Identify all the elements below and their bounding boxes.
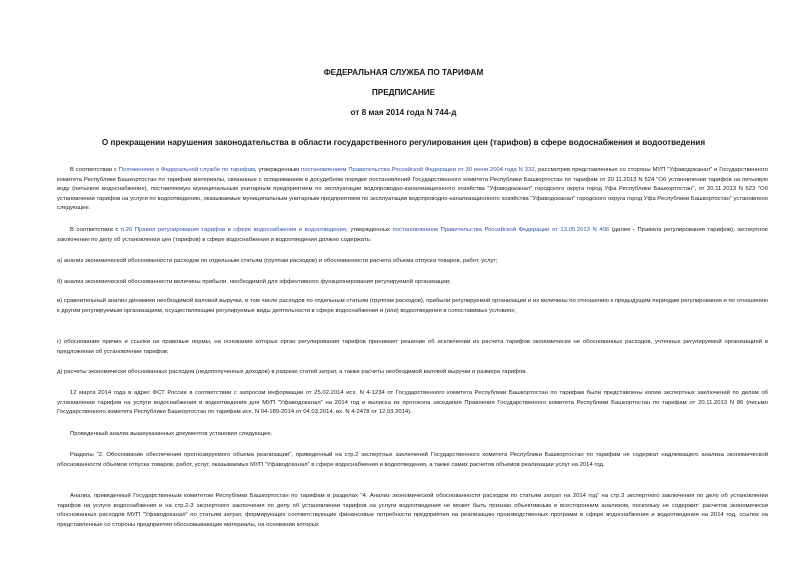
list-item-d: д) расчеты экономически обоснованных расходов (недополученных доходов) в разрезе статей затрат, а также расчеты необходимой валовой выручки и размера тарифов. <box>57 369 528 375</box>
paragraph-4: Проведенный анализ вышеуказанных документов установил следующее. <box>70 431 273 437</box>
paragraph-3: 12 марта 2014 года в адрес ФСТ России в соответствии с запросом информации от 25.02.2014 исх. N 4-1234 от Государственного комитета Республики Башкортостан по тарифам были представлены копии экспертных заключений по делам об установлении тарифов на услуги водоснабжения и водоотведения для МУП "Уфаводоканал" на 2014 год и выписка из протокола заседания Правления Государственного комитета Республики Башкортостан по тарифам от 20.11.2013 N 86 (письмо Государственного комитета Республики Башкортостан по тарифам исх. N 04-189-2014 от 04.03.2014, вх. N 4-2478 от 12.03.2014). <box>57 390 768 416</box>
paragraph-6: Анализ, приведенный Государственным комитетом Республики Башкортостан по тарифам в разделах "4. Анализ экономической обоснованности расходов по статьям затрат на 2014 год" на стр.3 экспертного заключения по делу об установлении тарифов на услуги водоснабжения и на стр.2-3 экспертного заключения по делу об установлении тарифов на услуги водоотведения не может быть признан объективным и всесторонним анализом, поскольку не содержит: расчетов экономически обоснованных расходов МУП "Уфаводоканал" по статьям затрат, формирующих соответствующие финансовые потребности предприятия на реализацию производственных программ в сфере водоснабжения и водоотведения на 2014 год, ссылок на представленные со стороны предприятия обосновывающие материалы, на основании которых <box>57 493 768 528</box>
paragraph-2 <box>57 226 768 245</box>
link-government-resolution-406[interactable]: постановлением Правительства Российской Федерации от 13.05.2013 N 406 <box>392 227 610 233</box>
document-date-number: от 8 мая 2014 года N 744-д <box>350 108 457 117</box>
agency-heading: ФЕДЕРАЛЬНАЯ СЛУЖБА ПО ТАРИФАМ <box>323 68 484 77</box>
link-fst-regulation[interactable]: Положением о Федеральной службе по тарифам <box>118 167 255 173</box>
document-type-heading: ПРЕДПИСАНИЕ <box>371 88 436 97</box>
paragraph-1 <box>57 166 768 214</box>
p2-text-1: В соответствии с <box>70 227 121 233</box>
list-item-g: г) обоснование причин и ссылки на правовые нормы, на основании которых орган регулирования тарифов принимает решение об исключении из расчета тарифов экономически не обоснованных расходов, учтенных регулируемой организацией в предложении об установлении тарифов; <box>57 339 768 355</box>
p1-text-2: , утвержденным <box>254 167 302 173</box>
list-item-a: а) анализ экономической обоснованности расходов по отдельным статьям (группам расходов) и обоснованности расчета объема отпуска товаров, работ, услуг; <box>57 258 498 264</box>
list-item-v: в) сравнительный анализ динамики необходимой валовой выручки, в том числе расходов по отдельным статьям (группам расходов), прибыли регулируемой организации и их величины по отношению к предыдущим периодам регулирования и по отношению к другим регулируемым организациям, осуществляющим регулируемые виды деятельности в сфере водоснабжения и (или) водоотведения в сопоставимых условиях; <box>57 298 768 314</box>
link-tariff-rules-p26[interactable]: п.26 Правил регулирования тарифов в сфере водоснабжения и водоотведения <box>120 227 347 233</box>
document-title: О прекращении нарушения законодательства в области государственного регулирования цен (тарифов) в сфере водоснабжения и водоотведения <box>101 138 706 147</box>
paragraph-5: Разделы "2. Обоснование обеспечения прогнозируемого объема реализации", приведенный на стр.2 экспертных заключений Государственного комитета Республики Башкортостан по тарифам не содержат надлежащего анализа экономической обоснованности объемов отпуска товаров, работ, услуг, оказываемых МУП "Уфаводоканал" в сфере водоснабжения и водоотведения, а также самих расчетов объемов реализации услуг на 2014 год. <box>57 452 768 468</box>
p2-text-2: , утвержденных <box>346 227 393 233</box>
p2-text-3: (далее - Правила регулирования тарифов), экспертное заключение по делу об установлении цен (тарифов) в сфере водоснабжения и водоотведения должно содержать: <box>57 227 768 243</box>
list-item-b: б) анализ экономической обоснованности величины прибыли, необходимой для эффективного функционирования регулируемой организации; <box>57 279 451 285</box>
p1-text-3: , рассмотрев представленные со стороны МУП "Уфаводоканал" и Государственного комитета Республики Башкортостан по тарифам материалы, связанные с оспариванием в досудебном порядке постановлений Государственного комитета Республики Башкортостан по тарифам от 20.11.2013 N 524 "Об установлении тарифов на питьевую воду (питьевое водоснабжение), поставляемую муниципальным унитарным предприятием по эксплуатации водопроводно-канализационного хозяйства "Уфаводоканал" городского округа город Уфа Республики Башкортостан", от 20.11.2013 N 523 "Об установлении тарифов на услуги по водоотведению, оказываемые муниципальным унитарным предприятием по эксплуатации водопроводно-канализационного хозяйства "Уфаводоканал" городского округа город Уфа Республики Башкортостан" установлено следующее. <box>57 167 769 212</box>
p1-text-1: В соответствии с <box>70 167 119 173</box>
link-government-resolution-332[interactable]: постановлением Правительства Российской Федерации от 30 июня 2004 года N 332 <box>301 167 535 173</box>
